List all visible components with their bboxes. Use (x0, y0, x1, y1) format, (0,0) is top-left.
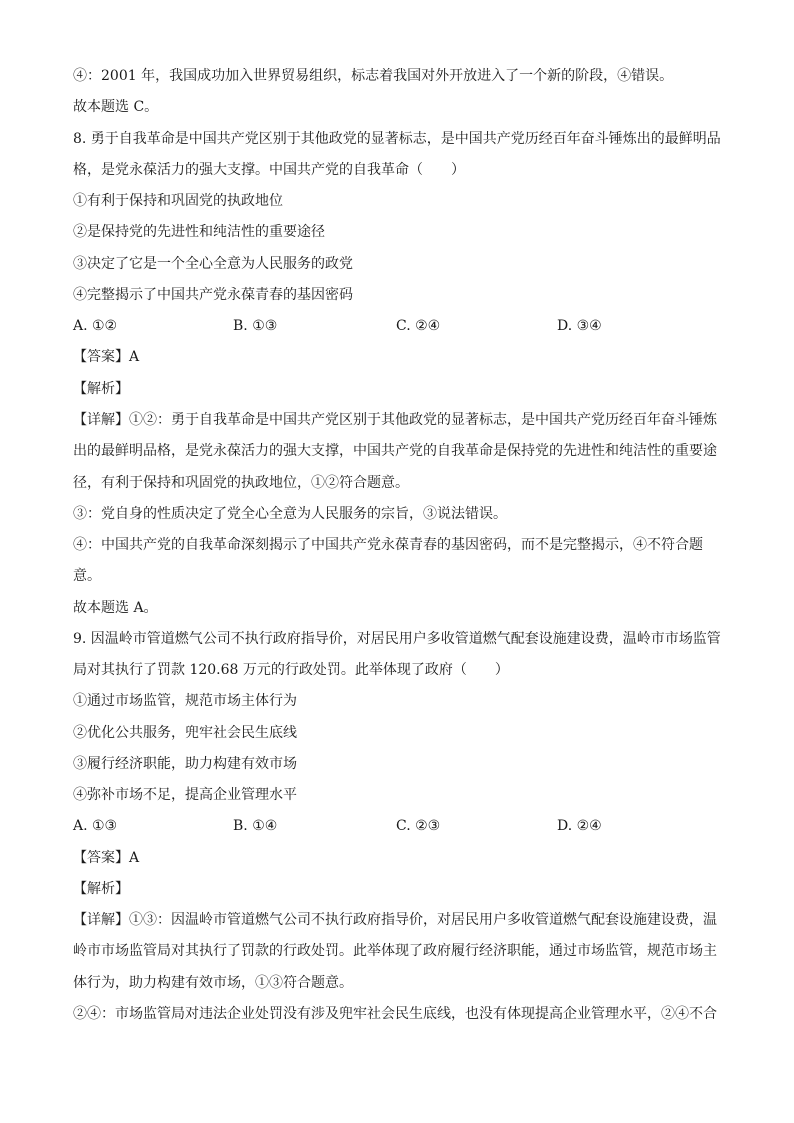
q9-item24-line1: ②④：市场监管局对违法企业处罚没有涉及兜牢社会民生底线，也没有体现提高企业管理水平，②④不合 (73, 1006, 717, 1022)
q9-answer: 【答案】A (73, 850, 140, 866)
q9-detail-line1: 【详解】①③：因温岭市管道燃气公司不执行政府指导价，对居民用户多收管道燃气配套设施建设费，温 (73, 912, 717, 928)
q9-option-d: D. ②④ (557, 818, 602, 834)
q9-statement-1: ①通过市场监管，规范市场主体行为 (73, 693, 297, 709)
q8-statement-2: ②是保持党的先进性和纯洁性的重要途径 (73, 224, 325, 240)
q8-analysis-label: 【解析】 (73, 381, 129, 397)
q9-statement-2: ②优化公共服务，兜牢社会民生底线 (73, 725, 297, 741)
q8-statement-3: ③决定了它是一个全心全意为人民服务的政党 (73, 256, 353, 272)
q8-detail-line2: 出的最鲜明品格，是党永葆活力的强大支撑，中国共产党的自我革命是保持党的先进性和纯洁性的重要途 (73, 443, 717, 459)
q9-analysis-label: 【解析】 (73, 881, 129, 897)
q9-stem-line1: 9. 因温岭市管道燃气公司不执行政府指导价，对居民用户多收管道燃气配套设施建设费，温岭市市场监管 (73, 631, 721, 647)
q8-option-c: C. ②④ (396, 318, 441, 334)
q9-statement-3: ③履行经济职能，助力构建有效市场 (73, 756, 297, 772)
q8-option-d: D. ③④ (557, 318, 602, 334)
q9-detail-line2: 岭市市场监管局对其执行了罚款的行政处罚。此举体现了政府履行经济职能，通过市场监管，规范市场主 (73, 943, 717, 959)
q8-statement-1: ①有利于保持和巩固党的执政地位 (73, 193, 283, 209)
q8-stem-line2: 格，是党永葆活力的强大支撑。中国共产党的自我革命（ ） (73, 162, 465, 178)
q8-item4-line1: ④：中国共产党的自我革命深刻揭示了中国共产党永葆青春的基因密码，而不是完整揭示，④不符合题 (73, 537, 703, 553)
q8-option-b: B. ①③ (233, 318, 278, 334)
q8-option-a: A. ①② (73, 318, 118, 334)
q8-detail-line3: 径，有利于保持和巩固党的执政地位，①②符合题意。 (73, 475, 409, 491)
q9-option-a: A. ①③ (73, 818, 118, 834)
q8-answer: 【答案】A (73, 349, 140, 365)
q9-option-b: B. ①④ (233, 818, 278, 834)
q8-detail-line1: 【详解】①②：勇于自我革命是中国共产党区别于其他政党的显著标志，是中国共产党历经百年奋斗锤炼 (73, 412, 717, 428)
q9-detail-line3: 体行为，助力构建有效市场，①③符合题意。 (73, 975, 353, 991)
q7-conclusion: 故本题选 C。 (73, 99, 159, 115)
q7-item4-text: ④：2001 年，我国成功加入世界贸易组织，标志着我国对外开放进入了一个新的阶段，④错误。 (73, 68, 674, 84)
q8-item3-text: ③：党自身的性质决定了党全心全意为人民服务的宗旨，③说法错误。 (73, 506, 507, 522)
q8-stem-line1: 8. 勇于自我革命是中国共产党区别于其他政党的显著标志，是中国共产党历经百年奋斗锤炼出的最鲜明品 (73, 131, 721, 147)
q9-stem-line2: 局对其执行了罚款 120.68 万元的行政处罚。此举体现了政府（ ） (73, 662, 509, 678)
q8-item4-line2: 意。 (73, 568, 101, 584)
q8-conclusion: 故本题选 A。 (73, 600, 158, 616)
q8-statement-4: ④完整揭示了中国共产党永葆青春的基因密码 (73, 287, 353, 303)
q9-statement-4: ④弥补市场不足，提高企业管理水平 (73, 787, 297, 803)
q9-option-c: C. ②③ (396, 818, 441, 834)
